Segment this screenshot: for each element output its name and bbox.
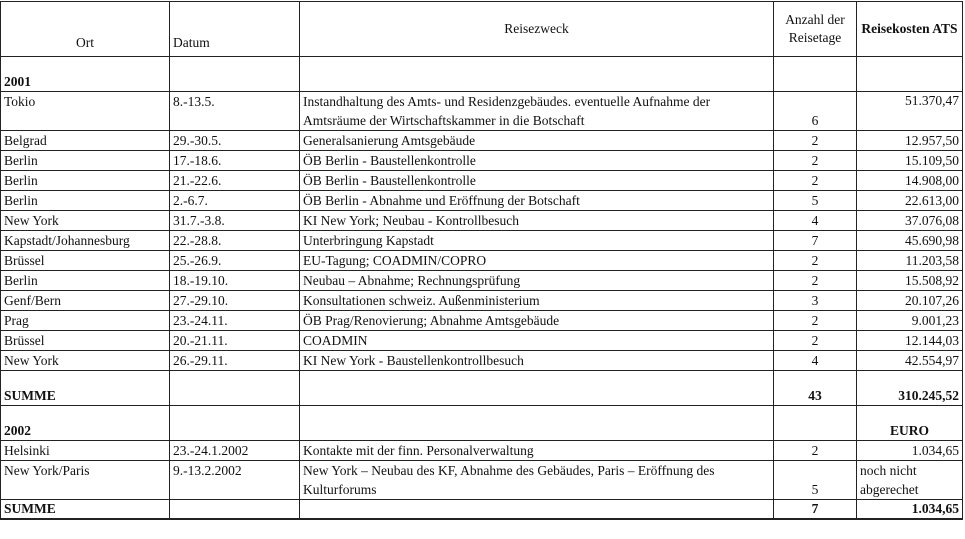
table-row (1, 151, 963, 171)
empty-cell (170, 500, 300, 520)
cell-reisekosten: 9.001,23 (857, 311, 963, 331)
empty-cell (170, 406, 300, 441)
table-row (1, 351, 963, 371)
cell-reisetage: 3 (774, 291, 857, 311)
header-reisetage: Anzahl der Reisetage (774, 2, 857, 57)
empty-cell (300, 406, 774, 441)
cell-reisezweck: COADMIN (300, 331, 774, 351)
cell-ort: Genf/Bern (1, 291, 170, 311)
cell-reisezweck: Generalsanierung Amtsgebäude (300, 131, 774, 151)
cell-ort: Berlin (1, 271, 170, 291)
cell-reisekosten: noch nicht abgerechet (857, 461, 963, 500)
table-row (1, 191, 963, 211)
summe-reisetage: 43 (774, 371, 857, 406)
cell-datum: 25.-26.9. (170, 251, 300, 271)
cell-reisezweck: KI New York; Neubau - Kontrollbesuch (300, 211, 774, 231)
cell-reisetage: 2 (774, 271, 857, 291)
cell-ort: Kapstadt/Johannesburg (1, 231, 170, 251)
header-reisezweck: Reisezweck (300, 2, 774, 57)
cell-datum: 20.-21.11. (170, 331, 300, 351)
cell-datum: 8.-13.5. (170, 92, 300, 131)
cell-reisezweck: Neubau – Abnahme; Rechnungsprüfung (300, 271, 774, 291)
year-label: 2001 (1, 57, 170, 92)
cell-reisetage: 4 (774, 211, 857, 231)
cell-ort: Berlin (1, 171, 170, 191)
cell-reisetage: 4 (774, 351, 857, 371)
cell-ort: New York (1, 351, 170, 371)
cell-reisetage: 2 (774, 441, 857, 461)
cell-reisezweck: KI New York - Baustellenkontrollbesuch (300, 351, 774, 371)
cell-reisekosten: 11.203,58 (857, 251, 963, 271)
cell-reisetage: 2 (774, 331, 857, 351)
cell-reisekosten: 15.109,50 (857, 151, 963, 171)
cell-datum: 18.-19.10. (170, 271, 300, 291)
empty-cell (170, 57, 300, 92)
table-row (1, 291, 963, 311)
cell-ort: New York (1, 211, 170, 231)
table-row (1, 441, 963, 461)
cell-datum: 17.-18.6. (170, 151, 300, 171)
empty-cell (300, 371, 774, 406)
header-reisekosten: Reisekosten ATS (857, 2, 963, 57)
summe-label: SUMME (1, 500, 170, 520)
cell-datum: 29.-30.5. (170, 131, 300, 151)
summe-reisetage: 7 (774, 500, 857, 520)
cell-datum: 31.7.-3.8. (170, 211, 300, 231)
cell-ort: Prag (1, 311, 170, 331)
table-row (1, 92, 963, 131)
cell-datum: 23.-24.11. (170, 311, 300, 331)
cell-reisetage: 2 (774, 311, 857, 331)
cell-reisezweck: ÖB Berlin - Baustellenkontrolle (300, 151, 774, 171)
cell-reisezweck: ÖB Berlin - Baustellenkontrolle (300, 171, 774, 191)
cell-datum: 27.-29.10. (170, 291, 300, 311)
summe-row-2001 (1, 371, 963, 406)
summe-row-2002 (1, 500, 963, 520)
header-row (1, 2, 963, 57)
cell-reisezweck: ÖB Prag/Renovierung; Abnahme Amtsgebäude (300, 311, 774, 331)
table-row (1, 271, 963, 291)
cell-ort: Berlin (1, 191, 170, 211)
year-row-2002 (1, 406, 963, 441)
cell-reisetage: 5 (774, 191, 857, 211)
cell-reisezweck: Unterbringung Kapstadt (300, 231, 774, 251)
table-row (1, 211, 963, 231)
year-row-2001 (1, 57, 963, 92)
cell-datum: 21.-22.6. (170, 171, 300, 191)
header-datum: Datum (170, 2, 300, 57)
table-row (1, 171, 963, 191)
cell-datum: 2.-6.7. (170, 191, 300, 211)
cell-reisekosten: 1.034,65 (857, 441, 963, 461)
cell-reisezweck: Kontakte mit der finn. Personalverwaltung (300, 441, 774, 461)
empty-cell (170, 371, 300, 406)
cell-reisekosten: 15.508,92 (857, 271, 963, 291)
header-ort: Ort (1, 2, 170, 57)
cell-reisekosten: 12.957,50 (857, 131, 963, 151)
cell-reisezweck: ÖB Berlin - Abnahme und Eröffnung der Botschaft (300, 191, 774, 211)
cell-reisezweck: Konsultationen schweiz. Außenministerium (300, 291, 774, 311)
cell-reisetage: 2 (774, 131, 857, 151)
cell-reisekosten: 20.107,26 (857, 291, 963, 311)
travel-expense-table (0, 1, 963, 520)
empty-cell (857, 57, 963, 92)
table-row (1, 231, 963, 251)
cell-ort: Berlin (1, 151, 170, 171)
cell-reisezweck: New York – Neubau des KF, Abnahme des Gebäudes, Paris – Eröffnung des Kulturforums (300, 461, 774, 500)
cell-reisetage: 2 (774, 151, 857, 171)
cell-ort: Helsinki (1, 441, 170, 461)
currency-label: EURO (857, 406, 963, 441)
cell-ort: Brüssel (1, 331, 170, 351)
cell-reisezweck: Instandhaltung des Amts- und Residenzgebäudes. eventuelle Aufnahme der Amtsräume der Wirtschaftskammer in die Botschaft (300, 92, 774, 131)
table-row (1, 311, 963, 331)
year-label: 2002 (1, 406, 170, 441)
cell-datum: 23.-24.1.2002 (170, 441, 300, 461)
empty-cell (774, 406, 857, 441)
cell-reisekosten: 37.076,08 (857, 211, 963, 231)
empty-cell (300, 57, 774, 92)
cell-reisekosten: 14.908,00 (857, 171, 963, 191)
cell-ort: Belgrad (1, 131, 170, 151)
cell-reisekosten: 12.144,03 (857, 331, 963, 351)
table-row (1, 251, 963, 271)
summe-reisekosten: 310.245,52 (857, 371, 963, 406)
travel-expense-table-sheet (0, 1, 962, 537)
cell-datum: 26.-29.11. (170, 351, 300, 371)
cell-reisetage: 2 (774, 171, 857, 191)
summe-label: SUMME (1, 371, 170, 406)
cell-ort: Brüssel (1, 251, 170, 271)
cell-reisekosten: 45.690,98 (857, 231, 963, 251)
empty-cell (300, 500, 774, 520)
cell-reisekosten: 22.613,00 (857, 191, 963, 211)
table-row (1, 331, 963, 351)
cell-ort: New York/Paris (1, 461, 170, 500)
cell-reisetage: 7 (774, 231, 857, 251)
empty-cell (774, 57, 857, 92)
cell-reisezweck: EU-Tagung; COADMIN/COPRO (300, 251, 774, 271)
cell-reisetage: 5 (774, 461, 857, 500)
cell-datum: 22.-28.8. (170, 231, 300, 251)
cell-reisetage: 6 (774, 92, 857, 131)
table-row (1, 131, 963, 151)
cell-ort: Tokio (1, 92, 170, 131)
table-row (1, 461, 963, 500)
summe-reisekosten: 1.034,65 (857, 500, 963, 520)
cell-reisekosten: 42.554,97 (857, 351, 963, 371)
cell-reisekosten: 51.370,47 (857, 92, 963, 131)
cell-reisetage: 2 (774, 251, 857, 271)
cell-datum: 9.-13.2.2002 (170, 461, 300, 500)
